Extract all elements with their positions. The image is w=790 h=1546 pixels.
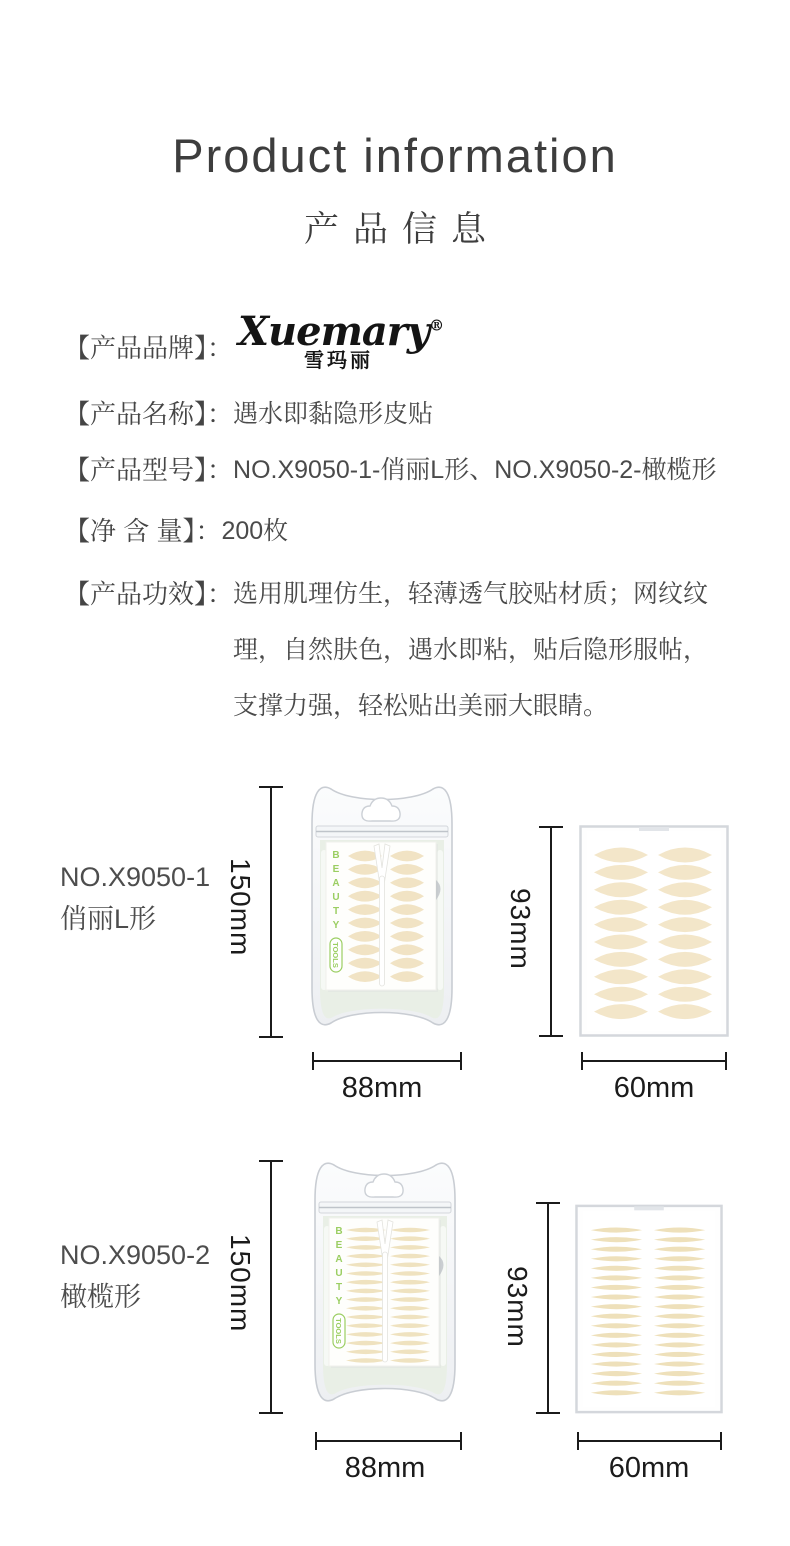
package-illustration-2 — [306, 1152, 464, 1414]
svg-text:Y: Y — [335, 1296, 343, 1307]
dimension-line-sheet-height-1 — [550, 826, 552, 1037]
tools-badge-text: TOOLS — [334, 1318, 343, 1344]
dimension-line-package-height-1 — [270, 786, 272, 1038]
package-width-label-2: 88mm — [344, 1452, 426, 1484]
spec-row-name — [64, 394, 433, 434]
spec-row-net-content — [64, 511, 288, 551]
package-width-label-1: 88mm — [341, 1072, 423, 1104]
model-label: 【产品型号】： — [64, 455, 234, 485]
net-content-value: 200枚 — [221, 517, 289, 545]
product-1-shape: 俏丽L形 — [60, 904, 157, 934]
spec-row-model — [64, 450, 717, 490]
svg-text:B: B — [332, 850, 340, 861]
dimension-line-sheet-width-2 — [577, 1440, 722, 1442]
dimension-line-sheet-width-1 — [581, 1060, 727, 1062]
brand-logo-script: Xuemary® — [238, 308, 444, 356]
spec-row-effect — [64, 566, 725, 734]
spec-row-brand — [64, 328, 233, 368]
product-section-x9050-1 — [0, 770, 790, 1150]
dimension-line-package-height-2 — [270, 1160, 272, 1414]
sheet-width-label-2: 60mm — [608, 1452, 690, 1484]
svg-text:U: U — [332, 892, 340, 903]
product-1-title — [60, 856, 210, 940]
package-height-label-1: 150mm — [225, 858, 256, 957]
sheet-width-label-1: 60mm — [613, 1072, 695, 1104]
applicator-stem — [380, 876, 385, 986]
svg-text:U: U — [335, 1268, 343, 1279]
effect-label: 【产品功效】： — [64, 579, 234, 609]
registered-mark-icon: ® — [429, 317, 444, 335]
model-value: NO.X9050-1-俏丽L形、NO.X9050-2-橄榄形 — [233, 456, 717, 484]
product-1-model: NO.X9050-1 — [60, 862, 211, 892]
brand-logo-chinese: 雪玛丽 — [304, 350, 373, 372]
svg-text:E: E — [335, 1240, 343, 1251]
package-height-label-2: 150mm — [225, 1234, 256, 1333]
svg-text:A: A — [335, 1254, 343, 1265]
page-title-chinese: 产品信息 — [303, 210, 500, 249]
sheet-height-label-1: 93mm — [505, 888, 536, 970]
sheet-illustration-1 — [579, 825, 729, 1037]
net-content-label: 【净 含 量】： — [64, 516, 222, 546]
product-2-shape: 橄榄形 — [60, 1282, 141, 1312]
tools-badge — [333, 1314, 345, 1348]
dimension-line-package-width-2 — [315, 1440, 462, 1442]
svg-text:T: T — [335, 1282, 343, 1293]
tools-badge-text: TOOLS — [331, 942, 340, 968]
name-value: 遇水即黏隐形皮贴 — [233, 400, 434, 428]
brand-label: 【产品品牌】： — [64, 333, 234, 363]
effect-value: 选用肌理仿生，轻薄透气胶贴材质；网纹纹理，自然肤色，遇水即粘，贴后隐形服帖，支撑力强，轻松贴出美丽大眼睛。 — [233, 580, 709, 720]
tools-badge — [330, 938, 342, 972]
sheet-illustration-2 — [575, 1201, 723, 1417]
sheet-notch — [639, 827, 669, 831]
brand-logo — [238, 306, 444, 376]
product-2-model: NO.X9050-2 — [60, 1240, 211, 1270]
dimension-line-package-width-1 — [312, 1060, 462, 1062]
sheet-inner — [587, 831, 721, 1031]
product-2-title — [60, 1234, 210, 1318]
product-section-x9050-2 — [0, 1148, 790, 1528]
name-label: 【产品名称】： — [64, 399, 234, 429]
sheet-height-label-2: 93mm — [502, 1266, 533, 1348]
svg-text:A: A — [332, 878, 340, 889]
svg-text:E: E — [332, 864, 340, 875]
page-title: Product information — [172, 129, 618, 182]
package-illustration-1 — [303, 776, 461, 1038]
dimension-line-sheet-height-2 — [547, 1202, 549, 1414]
svg-text:T: T — [332, 906, 340, 917]
applicator-stem — [383, 1252, 388, 1362]
sheet-notch — [634, 1206, 664, 1210]
svg-text:B: B — [335, 1226, 343, 1237]
svg-text:Y: Y — [332, 920, 340, 931]
